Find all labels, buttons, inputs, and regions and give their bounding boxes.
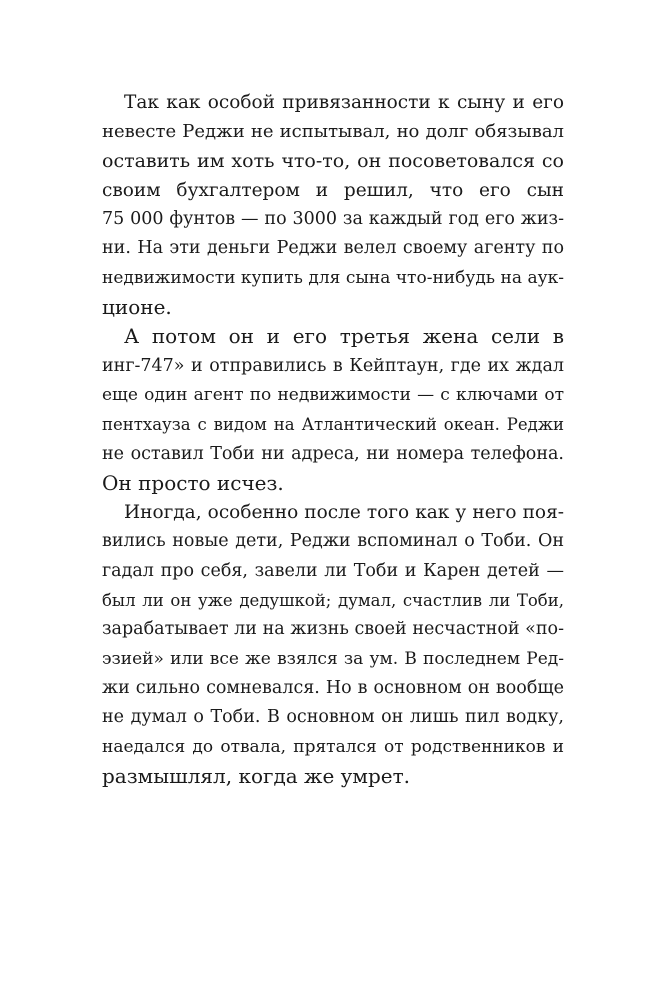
text-line: оставить им хоть что-то, он посоветовался со (102, 149, 564, 172)
paragraph-2 (102, 322, 564, 498)
text-line: не оставил Тоби ни адреса, ни номера телефона. (102, 443, 564, 464)
text-line: эзией» или все же взялся за ум. В последнем Ред- (102, 648, 564, 669)
text-line: пентхауза с видом на Атлантический океан. Реджи (102, 415, 564, 435)
text-line: размышлял, когда же умрет. (102, 763, 411, 788)
text-line: Так как особой привязанности к сыну и его (124, 92, 564, 113)
text-line: недвижимости купить для сына что-нибудь на аук- (102, 267, 564, 288)
text-line: инг-747» и отправились в Кейптаун, где их ждал (102, 355, 564, 376)
text-line: невесте Реджи не испытывал, но долг обязывал (102, 121, 564, 143)
text-line: Иногда, особенно после того как у него поя- (124, 502, 564, 524)
text-line: зарабатывает ли на жизнь своей несчастной «по- (102, 619, 564, 640)
text-line: 75 000 фунтов — по 3000 за каждый год его жиз- (102, 209, 564, 230)
text-line: жи сильно сомневался. Но в основном он вообще (102, 677, 564, 698)
text-line: А потом он и его третья жена сели в (124, 324, 564, 349)
text-line: еще один агент по недвижимости — с ключами от (102, 384, 564, 405)
body-text (102, 88, 564, 791)
text-line: своим бухгалтером и решил, что его сын (102, 179, 564, 201)
text-line: наедался до отвала, прятался от родственников и (102, 736, 564, 757)
text-line: ни. На эти деньги Реджи велел своему агенту по (102, 238, 564, 259)
text-line: Он просто исчез. (102, 470, 284, 495)
paragraph-1 (102, 88, 564, 322)
text-line: не думал о Тоби. В основном он лишь пил водку, (102, 707, 564, 728)
text-line: вились новые дети, Реджи вспоминал о Тоби. Он (102, 531, 564, 552)
text-line: гадал про себя, завели ли Тоби и Карен детей — (102, 560, 564, 581)
text-line: был ли он уже дедушкой; думал, счастлив ли Тоби, (102, 591, 564, 611)
text-line: ционе. (102, 295, 172, 320)
paragraph-3 (102, 498, 564, 791)
